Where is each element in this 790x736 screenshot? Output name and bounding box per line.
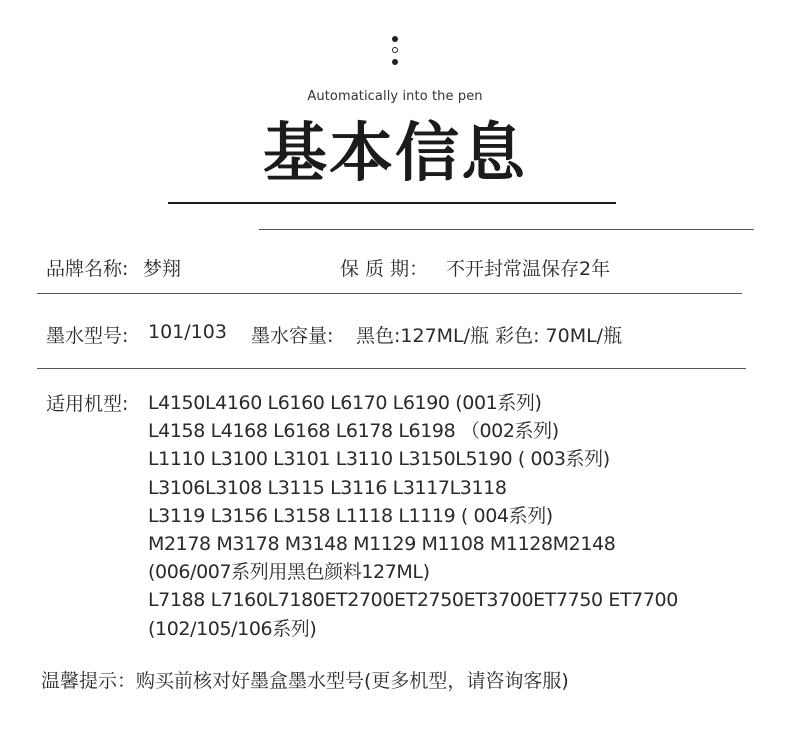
brand-value: 梦翔 [143, 258, 182, 280]
vertical-dots-icon [391, 36, 399, 68]
model-line: L7188 L7160L7180ET2700ET2750ET3700ET7750 ET7700 [148, 589, 678, 612]
model-line: L4158 L4168 L6168 L6178 L6198 （002系列) [148, 420, 559, 443]
dot [392, 36, 398, 42]
model-line: L3106L3108 L3115 L3116 L3117L3118 [148, 476, 507, 499]
shelf-life-label: 保 质 期： [340, 258, 429, 280]
dot [392, 47, 398, 53]
page-title: 基本信息 [263, 117, 527, 191]
shelf-life-value: 不开封常温保存2年 [446, 258, 611, 280]
dot [392, 59, 398, 65]
brand-label: 品牌名称: [46, 258, 129, 280]
divider [259, 229, 754, 230]
warm-tip: 温馨提示：购买前核对好墨盒墨水型号(更多机型，请咨询客服) [41, 670, 569, 692]
ink-capacity-label: 墨水容量: [251, 325, 334, 347]
title-underline [168, 202, 616, 204]
compatible-models-label: 适用机型: [46, 393, 129, 415]
model-line: M2178 M3178 M3148 M1129 M1108 M1128M2148 [148, 533, 616, 556]
model-line: L4150L4160 L6160 L6170 L6190 (001系列) [148, 392, 542, 414]
model-line: L3119 L3156 L3158 L1118 L1119 ( 004系列) [148, 504, 553, 527]
ink-model-label: 墨水型号: [46, 325, 129, 347]
ink-capacity-value: 黑色:127ML/瓶 彩色: 70ML/瓶 [356, 325, 623, 347]
divider [37, 368, 746, 369]
subtitle: Automatically into the pen [307, 89, 483, 104]
model-line: (006/007系列用黑色颜料127ML) [148, 561, 430, 584]
divider [37, 293, 742, 294]
compatible-models-list [148, 389, 678, 643]
model-line: (102/105/106系列) [148, 617, 317, 640]
model-line: L1110 L3100 L3101 L3110 L3150L5190 ( 003系列) [148, 448, 610, 471]
ink-model-value: 101/103 [148, 321, 227, 343]
